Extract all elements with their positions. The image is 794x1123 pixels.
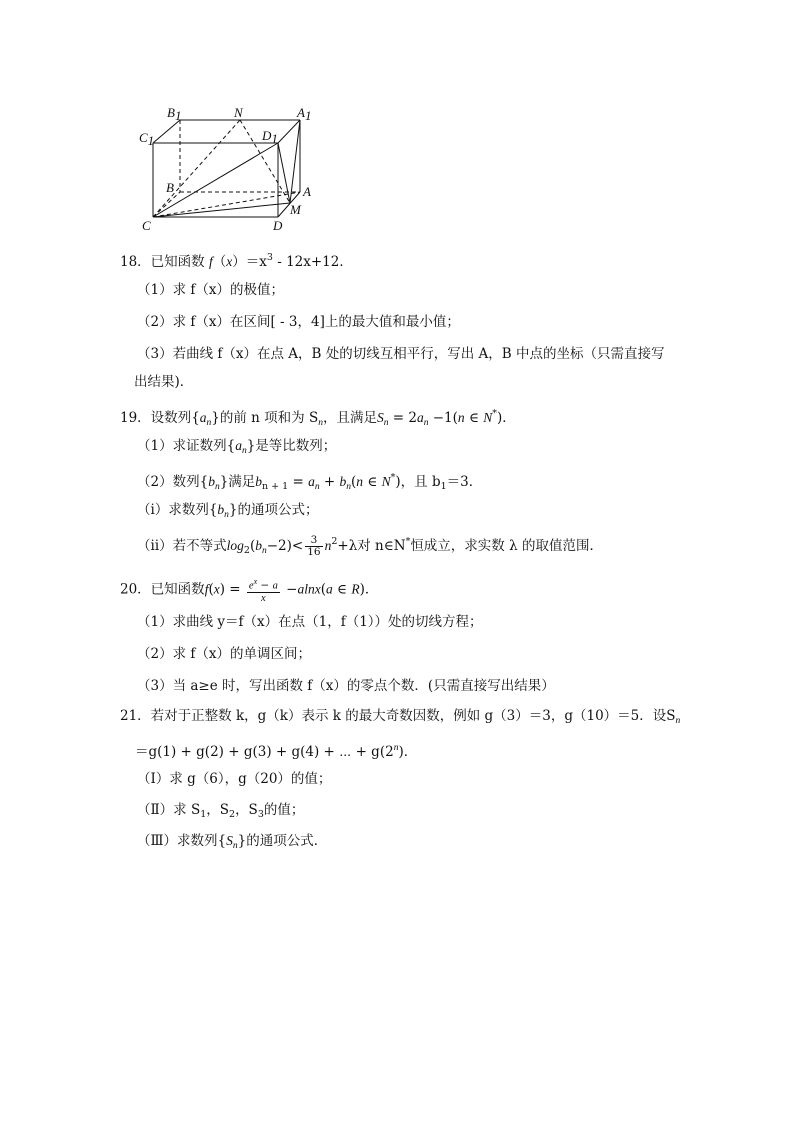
label-M: M xyxy=(290,202,301,217)
label-N: N xyxy=(234,105,243,120)
q21-part2: （Ⅱ）求 $S_1$，$S_2$，$S_3$的值； xyxy=(137,802,305,820)
q20-part2: （2）求 f（x）的单调区间； xyxy=(137,646,311,662)
q21-part1: （Ⅰ）求 g（6），g（20）的值； xyxy=(137,771,332,787)
prism-figure xyxy=(130,100,330,235)
label-B: B xyxy=(166,180,174,195)
q19-part2-ii: （ⅱ）若不等式$\log_2(b_n-2)<$ $\frac{3}{16}$ $n^2+\lambda$对 n∈N*恒成立，求实数 λ 的取值范围． xyxy=(137,534,603,558)
label-B1: B1 xyxy=(167,105,182,123)
q21-stem-line2: ＝g(1) + g(2) + g(3) + g(4) + ⋯ + $g(2^n)$． xyxy=(135,743,418,760)
q18-part2: （2）求 f（x）在区间[ - 3，4]上的最大值和最小值； xyxy=(137,314,460,330)
q20-stem: 20．已知函数f(x) = $\frac{e^x - a}{x}$ −alnx(a ∈ R)． xyxy=(120,577,379,604)
q18-part3-line2: 出结果)． xyxy=(134,374,194,390)
q20-part1: （1）求曲线 y＝f（x）在点（1，f（1））处的切线方程； xyxy=(137,614,483,630)
segment-C-N xyxy=(153,120,240,217)
segment-A1-M xyxy=(290,120,300,203)
label-D1: D1 xyxy=(262,128,278,146)
q19-part1: （1）求证数列$\{a_n\}$是等比数列； xyxy=(137,438,337,456)
q20-part3: （3）当 a≥e 时，写出函数 f（x）的零点个数．(只需直接写出结果） xyxy=(137,678,555,694)
edge-A1-D1 xyxy=(278,120,300,143)
edge-C1-B1 xyxy=(153,120,180,143)
q19-part2-i: （ⅰ）求数列$\{b_n\}$的通项公式； xyxy=(137,502,319,520)
q19-stem: 19．设数列$\{a_n\}$的前 n 项和为 $S_n$，且满足$S_n = 2a_n -1(n$ ∈ N*)． xyxy=(120,408,516,428)
q21-stem-line1: 21．若对于正整数 k，g（k）表示 k 的最大奇数因数，例如 g（3）＝3，g（10）＝5．设$S_n$ xyxy=(120,708,681,726)
q18-part3-line1: （3）若曲线 f（x）在点 A，B 处的切线互相平行，写出 A，B 中点的坐标（只需直接写 xyxy=(137,346,665,362)
q18-stem: 18．已知函数 $f(x)=x^3 - 12x+12$． xyxy=(120,252,353,270)
q19-part2: （2）数列$\{b_n\}$满足$b_{n + 1} = a_n + b_n(n$ ∈ N*)，且 $b_1=3$． xyxy=(137,472,483,492)
q18-part1: （1）求 f（x）的极值； xyxy=(137,282,284,298)
label-C1: C1 xyxy=(139,130,155,148)
label-D: D xyxy=(273,218,283,233)
label-A1: A1 xyxy=(297,105,312,123)
label-C: C xyxy=(142,218,151,233)
q21-part3: （Ⅲ）求数列$\{S_n\}$的通项公式． xyxy=(137,833,328,851)
label-A: A xyxy=(303,184,311,199)
